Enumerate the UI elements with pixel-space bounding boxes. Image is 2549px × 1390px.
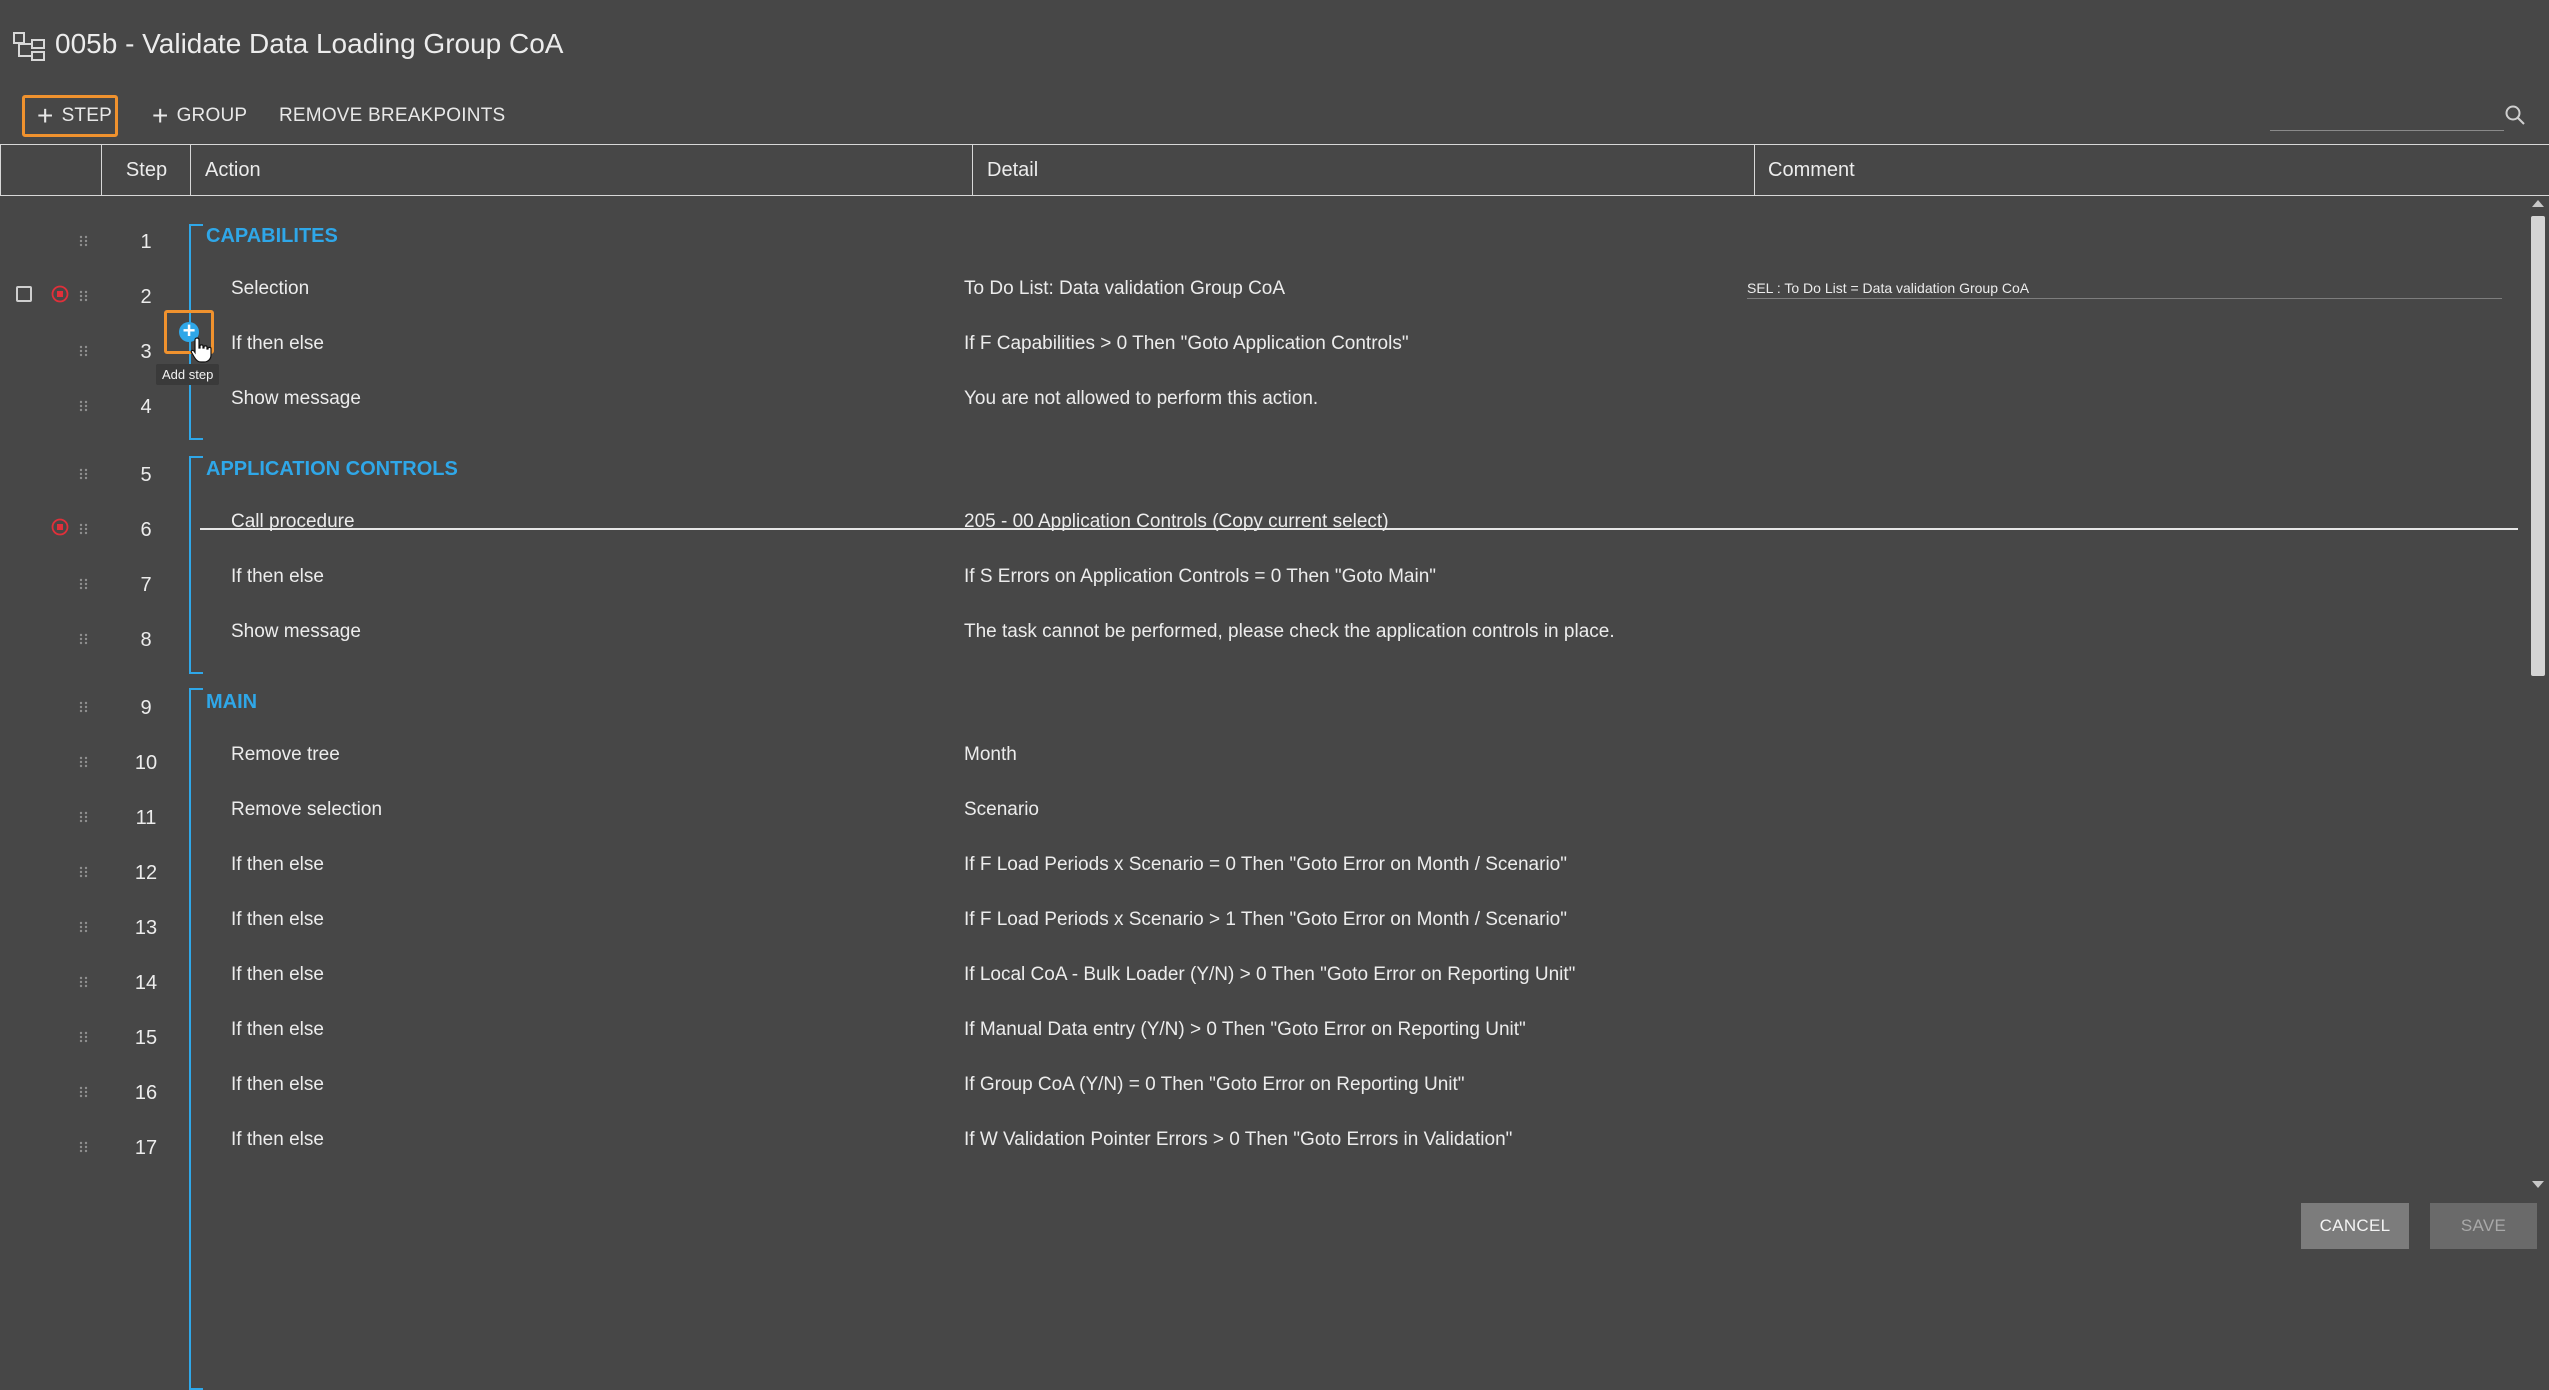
drag-handle-icon[interactable] bbox=[78, 972, 90, 996]
vertical-scrollbar[interactable] bbox=[2527, 196, 2549, 1196]
drag-handle-icon[interactable] bbox=[78, 917, 90, 941]
step-action[interactable]: If then else bbox=[231, 854, 324, 875]
step-detail[interactable]: 205 - 00 Application Controls (Copy current select) bbox=[964, 511, 1389, 532]
drag-handle-icon[interactable] bbox=[78, 807, 90, 831]
step-number: 17 bbox=[134, 1137, 158, 1159]
search-icon[interactable] bbox=[2504, 104, 2526, 126]
step-number: 1 bbox=[140, 231, 152, 253]
step-number: 2 bbox=[140, 286, 152, 308]
step-action[interactable]: Remove tree bbox=[231, 744, 340, 765]
step-action[interactable]: Show message bbox=[231, 621, 361, 642]
table-row[interactable] bbox=[0, 382, 2530, 437]
step-action[interactable]: Show message bbox=[231, 388, 361, 409]
step-action[interactable]: If then else bbox=[231, 909, 324, 930]
save-button[interactable]: SAVE bbox=[2430, 1203, 2537, 1249]
page-title: 005b - Validate Data Loading Group CoA bbox=[55, 28, 564, 59]
scroll-down-arrow-icon[interactable] bbox=[2532, 1181, 2544, 1188]
cancel-button[interactable]: CANCEL bbox=[2301, 1203, 2409, 1249]
step-number: 4 bbox=[140, 396, 152, 418]
add-step-button[interactable] bbox=[22, 95, 118, 137]
toolbar bbox=[0, 92, 2549, 144]
step-action[interactable]: Remove selection bbox=[231, 799, 383, 820]
add-step-tooltip: Add step bbox=[156, 364, 219, 385]
step-number: 11 bbox=[135, 807, 157, 829]
step-number: 5 bbox=[140, 464, 152, 486]
table-row[interactable] bbox=[0, 958, 2530, 1013]
header-detail[interactable]: Detail bbox=[972, 145, 1755, 195]
table-row[interactable] bbox=[0, 505, 2530, 560]
drag-handle-icon[interactable] bbox=[78, 231, 90, 255]
drag-handle-icon[interactable] bbox=[78, 286, 90, 310]
steps-list bbox=[0, 196, 2530, 1196]
step-action[interactable]: If then else bbox=[231, 964, 324, 985]
table-header bbox=[0, 144, 2549, 196]
step-action[interactable]: If then else bbox=[231, 1129, 324, 1150]
step-number: 14 bbox=[134, 972, 158, 994]
drag-handle-icon[interactable] bbox=[78, 341, 90, 365]
breakpoint-icon[interactable] bbox=[51, 285, 69, 303]
step-number: 9 bbox=[140, 697, 152, 719]
step-detail[interactable]: Scenario bbox=[964, 799, 1039, 820]
step-number: 13 bbox=[134, 917, 158, 939]
drag-handle-icon[interactable] bbox=[78, 574, 90, 598]
table-row[interactable] bbox=[0, 1123, 2530, 1178]
step-detail[interactable]: Month bbox=[964, 744, 1017, 765]
add-step-label: STEP bbox=[61, 105, 112, 126]
drag-handle-icon[interactable] bbox=[78, 629, 90, 653]
step-detail[interactable]: To Do List: Data validation Group CoA bbox=[964, 278, 1286, 299]
search-input[interactable] bbox=[2270, 92, 2504, 131]
drag-handle-icon[interactable] bbox=[78, 752, 90, 776]
group-label[interactable]: CAPABILITES bbox=[206, 225, 338, 247]
table-row[interactable] bbox=[0, 1013, 2530, 1068]
step-number: 15 bbox=[134, 1027, 158, 1049]
drag-handle-icon[interactable] bbox=[78, 1082, 90, 1106]
header-comment[interactable]: Comment bbox=[1754, 145, 2549, 195]
scroll-up-arrow-icon[interactable] bbox=[2532, 200, 2544, 207]
plus-icon: + bbox=[37, 100, 54, 131]
table-row[interactable] bbox=[0, 560, 2530, 615]
step-detail[interactable]: If Manual Data entry (Y/N) > 0 Then "Goto Error on Reporting Unit" bbox=[964, 1019, 1526, 1040]
table-row[interactable] bbox=[0, 272, 2530, 327]
table-row[interactable] bbox=[0, 848, 2530, 903]
workflow-icon bbox=[12, 30, 46, 64]
header-action[interactable]: Action bbox=[190, 145, 973, 195]
step-action[interactable]: Call procedure bbox=[231, 511, 355, 532]
step-number: 16 bbox=[134, 1082, 158, 1104]
table-row[interactable] bbox=[0, 793, 2530, 848]
step-comment[interactable]: SEL : To Do List = Data validation Group CoA bbox=[1747, 280, 2502, 299]
group-label[interactable]: APPLICATION CONTROLS bbox=[206, 458, 458, 480]
drag-handle-icon[interactable] bbox=[78, 1027, 90, 1051]
step-number: 3 bbox=[140, 341, 152, 363]
scroll-thumb[interactable] bbox=[2531, 216, 2545, 676]
hand-cursor-icon bbox=[190, 336, 212, 364]
step-detail[interactable]: If Group CoA (Y/N) = 0 Then "Goto Error on Reporting Unit" bbox=[964, 1074, 1465, 1095]
step-detail[interactable]: If F Load Periods x Scenario > 1 Then "Goto Error on Month / Scenario" bbox=[964, 909, 1567, 930]
drag-handle-icon[interactable] bbox=[78, 697, 90, 721]
drag-handle-icon[interactable] bbox=[78, 1137, 90, 1161]
add-group-label: GROUP bbox=[176, 105, 248, 126]
table-row[interactable] bbox=[0, 903, 2530, 958]
step-action[interactable]: Selection bbox=[231, 278, 310, 299]
step-detail[interactable]: You are not allowed to perform this action. bbox=[964, 388, 1319, 409]
plus-icon: + bbox=[152, 100, 169, 131]
group-row[interactable] bbox=[0, 217, 2530, 272]
step-detail[interactable]: If Local CoA - Bulk Loader (Y/N) > 0 Then "Goto Error on Reporting Unit" bbox=[964, 964, 1576, 985]
step-detail[interactable]: The task cannot be performed, please check the application controls in place. bbox=[964, 621, 1615, 642]
header-blank bbox=[0, 145, 102, 195]
step-detail[interactable]: If F Load Periods x Scenario = 0 Then "Goto Error on Month / Scenario" bbox=[964, 854, 1567, 875]
step-action[interactable]: If then else bbox=[231, 1019, 324, 1040]
step-number: 6 bbox=[140, 519, 152, 541]
table-row[interactable] bbox=[0, 1068, 2530, 1123]
step-detail[interactable]: If S Errors on Application Controls = 0 Then "Goto Main" bbox=[964, 566, 1437, 587]
drag-handle-icon[interactable] bbox=[78, 862, 90, 886]
add-group-button[interactable] bbox=[152, 95, 247, 137]
step-number: 8 bbox=[140, 629, 152, 651]
group-label[interactable]: MAIN bbox=[206, 691, 258, 713]
table-row[interactable] bbox=[0, 327, 2530, 382]
drag-handle-icon[interactable] bbox=[78, 464, 90, 488]
step-number: 7 bbox=[140, 574, 152, 596]
remove-breakpoints-button[interactable]: REMOVE BREAKPOINTS bbox=[279, 105, 506, 126]
drag-handle-icon[interactable] bbox=[78, 519, 90, 543]
group-row[interactable] bbox=[0, 450, 2530, 505]
table-row[interactable] bbox=[0, 615, 2530, 670]
step-number: 10 bbox=[134, 752, 158, 774]
breakpoint-icon[interactable] bbox=[51, 518, 69, 536]
title-bar bbox=[0, 0, 2549, 92]
table-row[interactable] bbox=[0, 738, 2530, 793]
step-detail[interactable]: If W Validation Pointer Errors > 0 Then "Goto Errors in Validation" bbox=[964, 1129, 1513, 1150]
drag-handle-icon[interactable] bbox=[78, 396, 90, 420]
row-checkbox[interactable] bbox=[16, 286, 32, 302]
step-detail[interactable]: If F Capabilities > 0 Then "Goto Application Controls" bbox=[964, 333, 1409, 354]
step-number: 12 bbox=[134, 862, 158, 884]
step-action[interactable]: If then else bbox=[231, 566, 324, 587]
group-row[interactable] bbox=[0, 683, 2530, 738]
header-step[interactable]: Step bbox=[101, 145, 191, 195]
step-action[interactable]: If then else bbox=[231, 333, 324, 354]
step-action[interactable]: If then else bbox=[231, 1074, 324, 1095]
